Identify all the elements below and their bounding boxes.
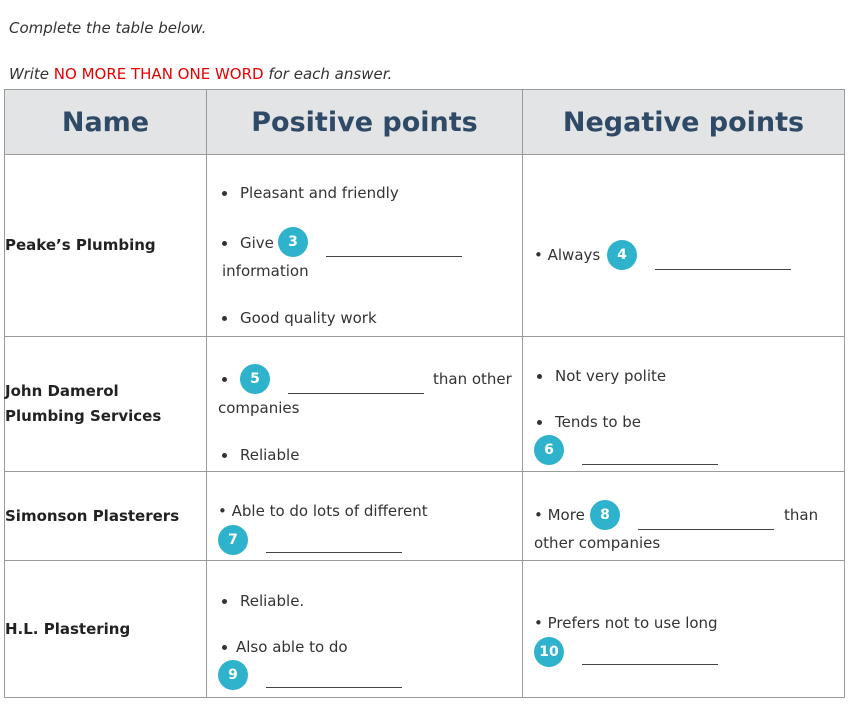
negative-points-cell (523, 561, 845, 698)
positive-point-text: Give (240, 234, 274, 252)
notes-table (4, 89, 845, 698)
answer-blank-10[interactable] (582, 664, 718, 665)
table-row-simonson-plasterers (5, 472, 845, 561)
positive-points-cell (207, 472, 523, 561)
instruction-prefix: Write (9, 65, 54, 83)
company-name: Simonson Plasterers (5, 472, 207, 561)
negative-points-cell (523, 337, 845, 472)
positive-points-cell (207, 337, 523, 472)
bullet (222, 645, 227, 650)
question-number-badge: 6 (534, 435, 564, 465)
question-number-badge: 3 (278, 227, 308, 257)
negative-point-text: than (784, 506, 819, 524)
positive-point-text: • Able to do lots of different (218, 502, 428, 520)
bullet (222, 453, 227, 458)
positive-point-text: Reliable. (240, 592, 305, 610)
positive-point-text: Pleasant and friendly (240, 184, 399, 202)
positive-point-text: companies (218, 399, 300, 417)
positive-point-text: Good quality work (240, 309, 377, 327)
question-number-badge: 8 (590, 500, 620, 530)
answer-blank-3[interactable] (326, 256, 462, 257)
negative-point-text: • Always (534, 246, 601, 264)
positive-point-text: information (222, 262, 309, 280)
word-limit-highlight: NO MORE THAN ONE WORD (53, 65, 264, 83)
negative-point-text: other companies (534, 534, 661, 552)
bullet (222, 377, 227, 382)
answer-blank-6[interactable] (582, 464, 718, 465)
header-row (5, 90, 845, 155)
bullet (222, 191, 227, 196)
negative-points-cell (523, 472, 845, 561)
instruction-complete-table: Complete the table below. (9, 19, 207, 37)
question-number-badge: 7 (218, 525, 248, 555)
negative-point-text: • Prefers not to use long (534, 614, 718, 632)
question-number-badge: 9 (218, 660, 248, 690)
negative-point-text: Not very polite (555, 367, 667, 385)
question-number-badge: 10 (534, 637, 564, 667)
bullet (222, 599, 227, 604)
bullet (537, 420, 542, 425)
question-number-badge: 5 (240, 364, 270, 394)
answer-blank-5[interactable] (288, 393, 424, 394)
question-number-badge: 4 (607, 240, 637, 270)
header-name: Name (5, 90, 207, 155)
positive-points-cell (207, 155, 523, 337)
answer-blank-7[interactable] (266, 552, 402, 553)
instruction-word-limit (9, 65, 392, 83)
negative-point-text: • More (534, 506, 585, 524)
company-name: Peake’s Plumbing (5, 155, 207, 337)
positive-point-text: Reliable (240, 446, 300, 464)
company-name-line: John Damerol (5, 382, 119, 400)
answer-blank-4[interactable] (655, 269, 791, 270)
answer-blank-9[interactable] (266, 687, 402, 688)
table-row-peakes-plumbing (5, 155, 845, 337)
instruction-suffix: for each answer. (263, 65, 393, 83)
positive-point-text: Also able to do (236, 638, 348, 656)
bullet (222, 241, 227, 246)
header-positive-points: Positive points (207, 90, 523, 155)
positive-points-cell (207, 561, 523, 698)
company-name-line: Plumbing Services (5, 407, 162, 425)
table-row-hl-plastering (5, 561, 845, 698)
positive-point-text: than other (433, 370, 512, 388)
answer-blank-8[interactable] (638, 529, 774, 530)
negative-point-text: Tends to be (555, 413, 642, 431)
company-name: H.L. Plastering (5, 561, 207, 698)
company-name (5, 337, 207, 472)
bullet (537, 374, 542, 379)
table-row-john-damerol (5, 337, 845, 472)
bullet (222, 316, 227, 321)
negative-points-cell (523, 155, 845, 337)
header-negative-points: Negative points (523, 90, 845, 155)
